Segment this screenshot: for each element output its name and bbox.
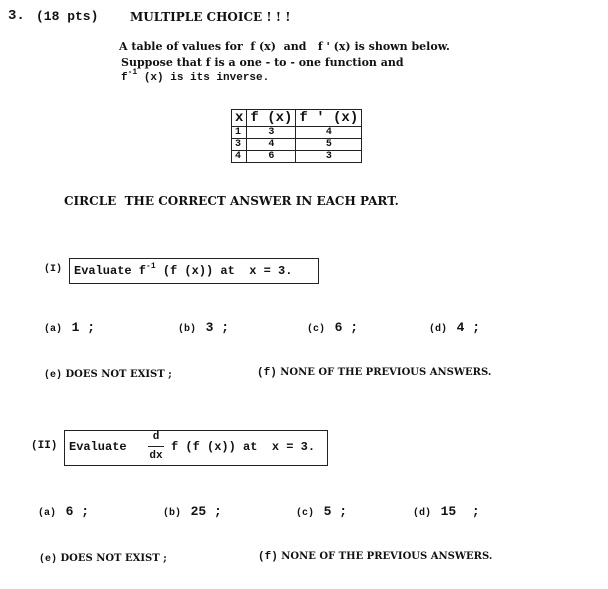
part1-choice-b[interactable]: (b) 3 ; — [178, 320, 230, 335]
derivative-denominator: dx — [149, 450, 163, 462]
fraction-bar — [148, 446, 164, 447]
table-header-fx: f (x) — [247, 110, 296, 127]
table-row — [232, 151, 362, 163]
part2-choice-d[interactable]: (d) 15 ; — [413, 504, 480, 519]
part2-choice-f[interactable]: (f) NONE OF THE PREVIOUS ANSWERS. — [258, 551, 493, 563]
table-header-x: x — [232, 110, 247, 127]
part2-choice-e[interactable]: (e) DOES NOT EXIST ; — [39, 553, 167, 565]
table-row — [232, 139, 362, 151]
problem-points: (18 pts) — [36, 9, 99, 24]
part1-label: (I) — [44, 264, 63, 275]
table-cell: 3 — [232, 139, 247, 151]
table-cell: 4 — [296, 127, 362, 139]
part2-choice-a[interactable]: (a) 6 ; — [38, 504, 90, 519]
values-table — [231, 109, 362, 163]
part2-choice-b[interactable]: (b) 25 ; — [163, 504, 222, 519]
table-cell: 6 — [247, 151, 296, 163]
table-cell: 4 — [232, 151, 247, 163]
table-row — [232, 127, 362, 139]
part1-prompt: Evaluate $f^{-1}$ (f (x)) at x = 3. — [74, 262, 293, 278]
instruction: CIRCLE THE CORRECT ANSWER IN EACH PART. — [64, 194, 399, 208]
part1-choice-a[interactable]: (a) 1 ; — [44, 320, 96, 335]
table-cell: 5 — [296, 139, 362, 151]
table-header-row — [232, 110, 362, 127]
part1-choice-e[interactable]: (e) DOES NOT EXIST ; — [44, 369, 172, 381]
derivative-numerator: d — [152, 431, 160, 443]
part1-choice-c[interactable]: (c) 6 ; — [307, 320, 359, 335]
table-cell: 1 — [232, 127, 247, 139]
part1-choice-d[interactable]: (d) 4 ; — [429, 320, 481, 335]
table-cell: 3 — [247, 127, 296, 139]
problem-title: MULTIPLE CHOICE ! ! ! — [130, 10, 291, 24]
table-cell: 4 — [247, 139, 296, 151]
intro-line-3: $f^{-1}$ (x) is its inverse. — [121, 68, 270, 84]
table-cell: 3 — [296, 151, 362, 163]
part2-prompt-post: f (f (x)) at x = 3. — [171, 440, 316, 454]
problem-number: 3. — [8, 8, 25, 24]
part2-prompt-pre: Evaluate — [69, 440, 127, 454]
table-header-fpx: f ' (x) — [296, 110, 362, 127]
part1-choice-f[interactable]: (f) NONE OF THE PREVIOUS ANSWERS. — [257, 367, 492, 379]
part2-label: (II) — [31, 440, 58, 452]
intro-line-1: A table of values for f (x) and f ' (x) is shown below. — [119, 40, 450, 53]
part2-choice-c[interactable]: (c) 5 ; — [296, 504, 348, 519]
intro-line-2: Suppose that f is a one - to - one function and — [121, 56, 404, 69]
